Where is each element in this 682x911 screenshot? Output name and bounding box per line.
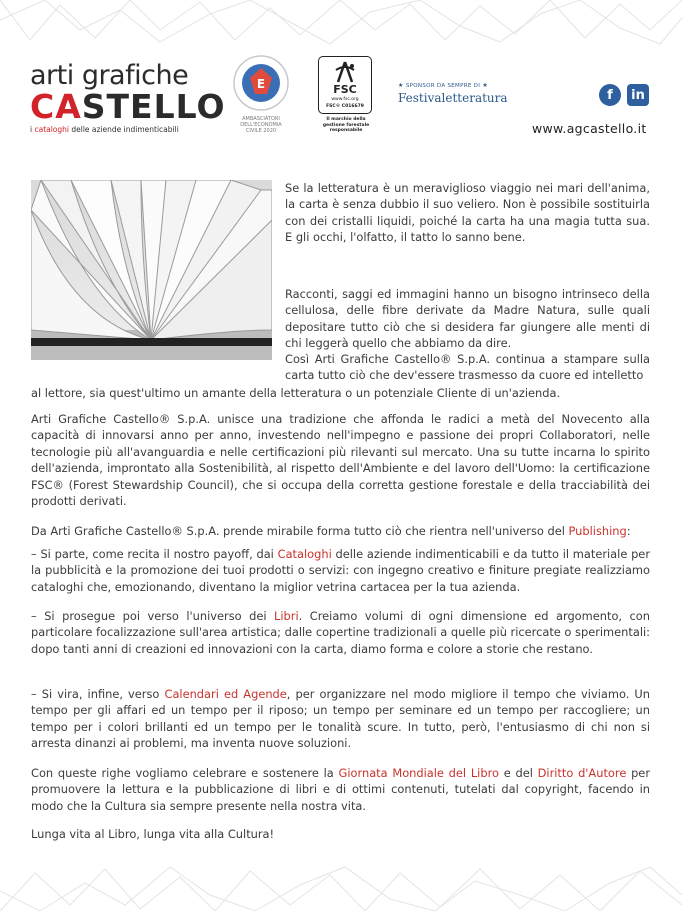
sponsor-small-line: ★ SPONSOR DA SEMPRE DI ★ bbox=[398, 82, 489, 89]
p7-text-a: – Si prosegue poi verso l'universo dei bbox=[31, 609, 275, 623]
publishing-highlight: Publishing bbox=[568, 524, 627, 538]
fsc-site: www.fsc.org bbox=[331, 97, 359, 102]
paragraph-tradition: Arti Grafiche Castello® S.p.A. unisce una tradizione che affonda le radici a metà del Novecento alla capacità di innovarsi anno per anno, investendo nell'impegno e passione dei propri Collaboratori, nelle tecnologie più all'avanguardia e nelle certificazioni più rilevanti sul mercato. Una su tutte incarna lo spirito dell'azienda, improntato alla Sostenibilità, al rispetto dell'Ambiente e del lavoro dell'Uomo: la certificazione FSC® (Forest Stewardship Council), che si occupa della corretta gestione forestale e della tracciabilità dei prodotti derivati. bbox=[31, 412, 650, 509]
paragraph-closing: Lunga vita al Libro, lunga vita alla Cultura! bbox=[31, 827, 275, 841]
linkedin-icon[interactable]: in bbox=[627, 84, 649, 106]
logo-tagline-a: i bbox=[30, 125, 35, 134]
economia-civile-seal-icon bbox=[232, 54, 290, 112]
decorative-pattern-top bbox=[0, 0, 682, 46]
p8-text-b: , per organizzare nel modo migliore il tempo che viviamo. Un tempo per gli affari ed un tempo per il riposo; un tempo per seminare ed un tempo per raccogliere; un tempo per i colori brillanti ed un tempo per le tonalità scure. In tutto, però, l'entusiasmo di chi non si arresta dinanzi ai problemi, ma inventa nuove soluzioni. bbox=[31, 687, 650, 751]
festivaletteratura-sponsor bbox=[398, 82, 516, 105]
sponsor-small-text: SPONSOR DA SEMPRE DI bbox=[405, 83, 481, 89]
facebook-icon[interactable]: f bbox=[599, 84, 621, 106]
open-book-image-icon bbox=[31, 180, 272, 360]
paragraph-castello-a: Così Arti Grafiche Castello® S.p.A. continua a stampare sulla carta tutto ciò che dev'essere trasmesso da cuore ed intelletto bbox=[285, 352, 650, 383]
logo-line2-a: CA bbox=[30, 87, 82, 126]
svg-text:E: E bbox=[256, 77, 266, 91]
p6-text-a: – Si parte, come recita il nostro payoff, dai bbox=[31, 547, 278, 561]
p5-text-b: : bbox=[626, 524, 631, 538]
p8-text-a: – Si vira, infine, verso bbox=[31, 687, 165, 701]
fsc-code: FSC® C016679 bbox=[326, 104, 364, 109]
website-link[interactable]: www.agcastello.it bbox=[532, 121, 647, 136]
p5-text-a: Da Arti Grafiche Castello® S.p.A. prende mirabile forma tutto ciò che rientra nell'universo del bbox=[31, 524, 569, 538]
fsc-label: FSC bbox=[333, 83, 357, 96]
company-logo bbox=[30, 60, 226, 135]
calendari-highlight: Calendari ed Agende bbox=[164, 687, 287, 701]
paragraph-calendari bbox=[31, 686, 650, 752]
paragraph-cellulose: Racconti, saggi ed immagini hanno un bisogno intrinseco della cellulosa, delle fibre derivate da Madre Natura, sulle quali depositare tutto ciò che si desidera far giungere alle menti di chi leggerà quello che abbiamo da dire. bbox=[285, 287, 650, 351]
paragraph-cataloghi bbox=[31, 546, 650, 595]
logo-tagline-red: cataloghi bbox=[34, 125, 69, 134]
logo-line1: arti grafiche bbox=[30, 60, 189, 91]
economia-civile-badge bbox=[232, 54, 290, 132]
p9-text-b: e del bbox=[498, 766, 538, 780]
decorative-pattern-bottom bbox=[0, 865, 682, 911]
paragraph-giornata bbox=[31, 765, 650, 814]
cataloghi-highlight: Cataloghi bbox=[277, 547, 332, 561]
giornata-highlight: Giornata Mondiale del Libro bbox=[338, 766, 499, 780]
paragraph-intro: Se la letteratura è un meraviglioso viaggio nei mari dell'anima, la carta è senza dubbio il suo veliero. Non è possibile sostituirla con dei cristalli liquidi, poiché la carta ha una magia tutta sua. E gli occhi, l'olfatto, il tatto lo sanno bene. bbox=[285, 181, 650, 245]
logo-tagline bbox=[30, 125, 215, 135]
libri-highlight: Libri bbox=[274, 609, 299, 623]
p9-text-c: per promuovere la lettura e la pubblicazione di libri e di ottimi contenuti, tutelati dal copyright, facendo in modo che la Cultura sia sempre presente nella nostra vita. bbox=[31, 766, 650, 813]
open-book-photo bbox=[31, 180, 272, 360]
diritto-highlight: Diritto d'Autore bbox=[537, 766, 627, 780]
fsc-badge bbox=[318, 56, 374, 140]
sponsor-name: Festivaletteratura bbox=[398, 91, 508, 105]
fsc-caption: Il marchio della gestione forestale responsabile bbox=[322, 117, 370, 133]
logo-line2-b: STELLO bbox=[81, 87, 226, 126]
p7-text-b: . Creiamo volumi di ogni dimensione ed argomento, con particolare focalizzazione sull'area artistica; dalle copertine tradizionali a quelle più ricercate o sperimentali: dopo tanti anni di creazioni ed innovazioni con la carta, diamo forma e colore a storie che restano. bbox=[31, 609, 650, 656]
p6-text-b: delle aziende indimenticabili e da tutto il materiale per la pubblicità e la promozione dei tuoi prodotti o servizi: con ingegno creativo e finiture pregiate realizziamo cataloghi che, emozionando, diventano la miglior vetrina cartacea per la tua azienda. bbox=[31, 547, 651, 594]
p9-text-a: Con queste righe vogliamo celebrare e sostenere la bbox=[31, 766, 339, 780]
logo-tagline-b: delle aziende indimenticabili bbox=[69, 125, 179, 134]
paragraph-publishing bbox=[31, 523, 650, 539]
paragraph-castello-b: al lettore, sia quest'ultimo un amante della letteratura o un potenziale Cliente di un'azienda. bbox=[31, 386, 561, 400]
fsc-tree-icon bbox=[332, 60, 358, 84]
economia-civile-text: AMBASCIATORI DELL'ECONOMIA CIVILE 2020 bbox=[240, 116, 282, 134]
logo-line2 bbox=[30, 87, 226, 126]
paragraph-libri bbox=[31, 608, 650, 657]
